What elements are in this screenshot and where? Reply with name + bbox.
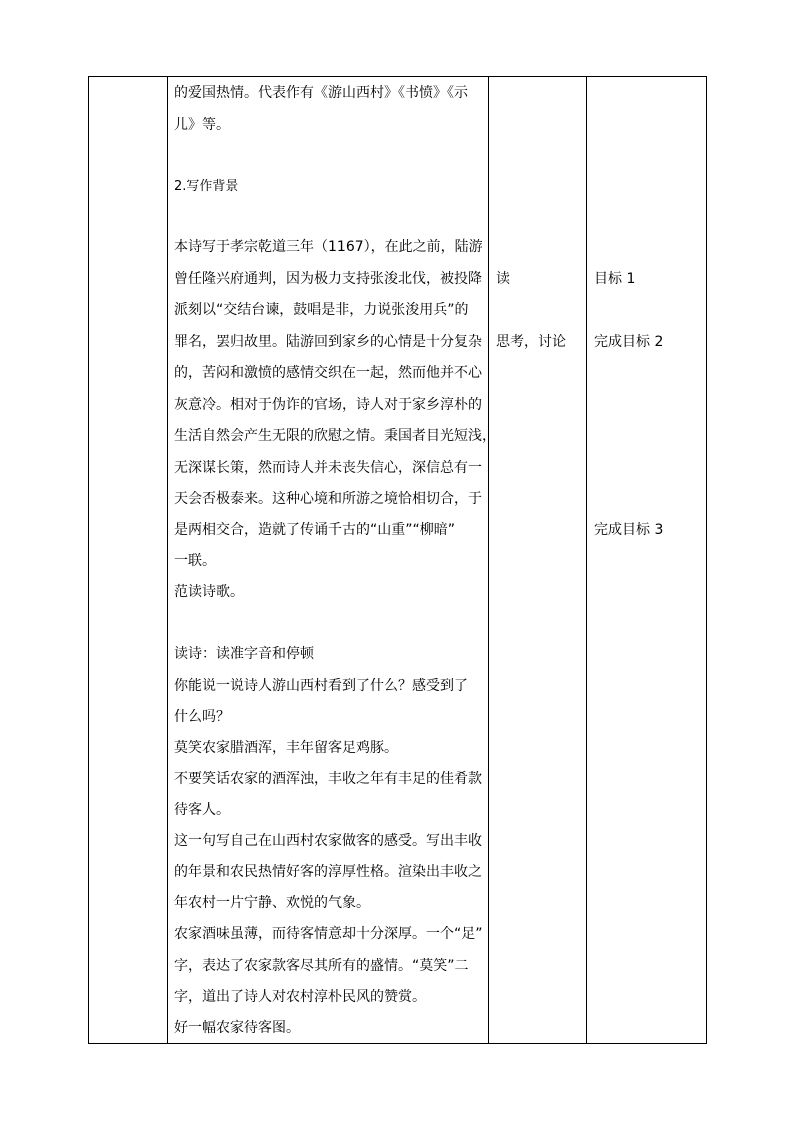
content-line: 范读诗歌。 <box>174 584 244 600</box>
content-line: 的年景和农民热情好客的淳厚性格。渲染出丰收之 <box>174 864 482 880</box>
content-line: 天会否极泰来。这种心境和所游之境恰相切合，于 <box>174 491 482 507</box>
content-line: 派刻以“交结台谏，鼓唱是非，力说张浚用兵”的 <box>174 302 469 318</box>
content-line: 什么吗？ <box>174 709 230 725</box>
content-line: 字，道出了诗人对农村淳朴民风的赞赏。 <box>174 989 426 1005</box>
content-line: 莫笑农家腊酒浑，丰年留客足鸡豚。 <box>174 740 398 756</box>
content-line: 不要笑话农家的酒浑浊，丰收之年有丰足的佳肴款 <box>174 771 482 787</box>
activity-discuss: 思考，讨论 <box>496 334 566 350</box>
table-column-divider <box>586 76 587 1044</box>
content-line: 的，苦闷和激愤的感情交织在一起，然而他并不心 <box>174 365 482 381</box>
content-line: 年农村一片宁静、欢悦的气象。 <box>174 895 370 911</box>
goal-2: 完成目标 2 <box>594 334 664 350</box>
goal-1: 目标 1 <box>594 271 636 287</box>
content-line: 你能说一说诗人游山西村看到了什么？感受到了 <box>174 678 468 694</box>
goal-3: 完成目标 3 <box>594 522 664 538</box>
table-border-left <box>88 76 89 1044</box>
content-line: 这一句写自己在山西村农家做客的感受。写出丰收 <box>174 833 482 849</box>
content-line: 字，表达了农家款客尽其所有的盛情。“莫笑”二 <box>174 958 469 974</box>
content-line: 灰意冷。相对于伪诈的官场，诗人对于家乡淳朴的 <box>174 397 482 413</box>
content-line: 农家酒味虽薄，而待客情意却十分深厚。一个“足” <box>174 926 483 942</box>
content-line: 一联。 <box>174 553 216 569</box>
content-line: 儿》等。 <box>174 117 230 133</box>
table-column-divider <box>488 76 489 1044</box>
content-line: 好一幅农家待客图。 <box>174 1020 300 1036</box>
table-border-bottom <box>88 1043 707 1044</box>
content-line: 本诗写于孝宗乾道三年（1167），在此之前，陆游 <box>174 239 483 255</box>
table-column-divider <box>167 76 168 1044</box>
content-line: 罪名，罢归故里。陆游回到家乡的心情是十分复杂 <box>174 334 482 350</box>
content-line: 待客人。 <box>174 802 230 818</box>
table-border-right <box>706 76 707 1044</box>
content-line: 是两相交合，造就了传诵千古的“山重”“柳暗” <box>174 522 456 538</box>
content-line: 生活自然会产生无限的欣慰之情。秉国者目光短浅， <box>174 428 496 444</box>
content-line: 无深谋长策，然而诗人并未丧失信心，深信总有一 <box>174 460 482 476</box>
content-line: 的爱国热情。代表作有《游山西村》《书愤》《示 <box>174 85 468 101</box>
section-heading: 2.写作背景 <box>174 179 239 194</box>
table-border-top <box>88 76 707 77</box>
content-line: 曾任隆兴府通判，因为极力支持张浚北伐，被投降 <box>174 271 482 287</box>
content-line: 读诗：读准字音和停顿 <box>174 646 314 662</box>
activity-read: 读 <box>496 271 510 287</box>
